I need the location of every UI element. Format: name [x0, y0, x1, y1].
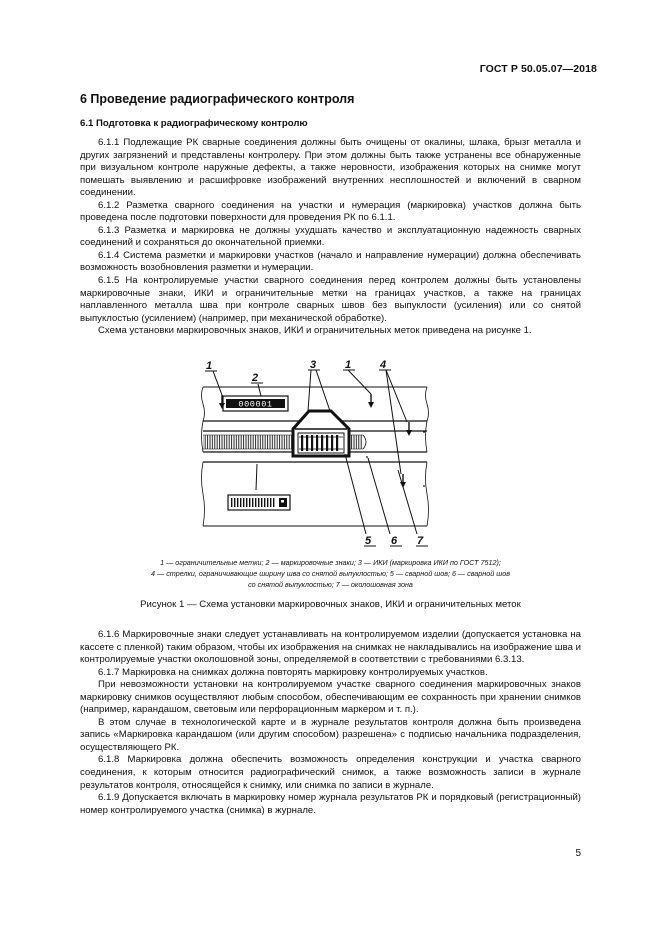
marking-sign-bottom	[228, 495, 290, 510]
label-6: 6	[391, 535, 398, 547]
standard-header: ГОСТ Р 50.05.07—2018	[479, 63, 597, 75]
label-2: 2	[252, 372, 259, 384]
paragraph-6-1-5: 6.1.5 На контролируемые участки сварного соединения перед контролем должны быть установлены маркировочные знаки, ИКИ и ограничительные метки на границах участков, а также на границах наплавленного металла шва при контроле сварных швов без выпуклости (усиления) или со снятой выпуклостью (усилением) (например, при механической обработке).	[80, 275, 581, 324]
section-title: 6 Проведение радиографического контроля	[80, 92, 355, 106]
label-4: 4	[380, 359, 387, 371]
label-1b: 1	[345, 359, 352, 371]
label-3: 3	[310, 359, 317, 371]
figure-notes	[80, 557, 581, 591]
paragraph-6-1-4: 6.1.4 Система разметки и маркировки участков (начало и направление нумерации) должна обеспечивать возможность возобновления разметки и нумерации.	[80, 249, 581, 274]
paragraph-6-1-2: 6.1.2 Разметка сварного соединения на участки и нумерация (маркировка) участков должна быть проведена после подготовки поверхности для проведения РК по 6.1.1.	[80, 199, 581, 224]
paragraph-marking-alt: При невозможности установки на контролируемом участке сварного соединения маркировочных знаков маркировку снимков осуществляют любым способом, обеспечивающим ее сохранность при хранении снимков (например, карандашом, световым или перфорационным маркером и т. п.).	[80, 679, 581, 716]
label-7: 7	[417, 535, 424, 547]
paragraph-figure-ref: Схема установки маркировочных знаков, ИКИ и ограничительных меток приведена на рисунке 1.	[98, 325, 532, 337]
paragraph-6-1-9: 6.1.9 Допускается включать в маркировку номер журнала результатов РК и порядковый (регистрационный) номер контролируемого участка (снимка) в журнале.	[80, 792, 581, 816]
body-text-bottom	[80, 629, 581, 817]
paragraph-marking-record: В этом случае в технологической карте и в журнале результатов контроля должна быть произведена запись «Маркировка карандашом (или другим способом) разрешена» с подписью начальника подразделения, осуществляющего РК.	[80, 716, 581, 753]
bottom-plate	[202, 462, 429, 526]
marking-sign-top	[223, 396, 288, 411]
label-1a: 1	[206, 360, 213, 372]
label-5: 5	[365, 535, 372, 547]
paragraph-6-1-8: 6.1.8 Маркировка должна обеспечить возможность определения конструкции и участка сварного соединения, к которым относится радиографический снимок, а также возможность записи в журнале результатов контроля, относящейся к снимку, или снимка по записи в журнале.	[80, 754, 581, 791]
figure-1-diagram	[195, 356, 440, 548]
iki-indicator	[293, 411, 349, 456]
figure-caption: Рисунок 1 — Схема установки маркировочных знаков, ИКИ и ограничительных меток	[140, 599, 521, 610]
body-text-top	[80, 137, 581, 338]
zone-dots	[366, 431, 425, 487]
subsection-title: 6.1 Подготовка к радиографическому контролю	[80, 118, 308, 129]
marker-top-code: 000001	[238, 399, 273, 410]
figure-note-line: 4 — стрелки, ограничивающие ширину шва со снятой выпуклостью; 5 — сварной шов; 6 — сварной шов	[151, 569, 510, 579]
paragraph-6-1-6: 6.1.6 Маркировочные знаки следует устанавливать на контролируемом изделии (допускается установка на кассете с пленкой) таким образом, чтобы их изображения на снимках не накладывались на изображение шва и контролируемые участки околошовной зоны, определяемой в соответствии с требованиями 6.3.13.	[80, 629, 581, 666]
figure-note-line: 1 — ограничительные метки; 2 — маркировочные знаки; 3 — ИКИ (маркировка ИКИ по ГОСТ 7512);	[160, 558, 501, 567]
figure-note-line: со снятой выпуклостью; 7 — околошовная зона	[248, 580, 413, 590]
page-number: 5	[575, 848, 581, 859]
paragraph-6-1-7: 6.1.7 Маркировка на снимках должна повторять маркировку контролируемых участков.	[98, 666, 488, 678]
paragraph-6-1-1: 6.1.1 Подлежащие РК сварные соединения должны быть очищены от окалины, шлака, брызг металла и других загрязнений и представлены контролеру. При этом должны быть также устранены все обнаруженные при визуальном контроле наружные дефекты, а также неровности, изображения которых на снимке могут помешать выявлению и расшифровке изображений внутренних несплошностей и включений в сварном соединении.	[80, 137, 581, 199]
paragraph-6-1-3: 6.1.3 Разметка и маркировка не должны ухудшать качество и эксплуатационную надежность сварных соединений и сохраняться до окончательной приемки.	[80, 224, 581, 249]
